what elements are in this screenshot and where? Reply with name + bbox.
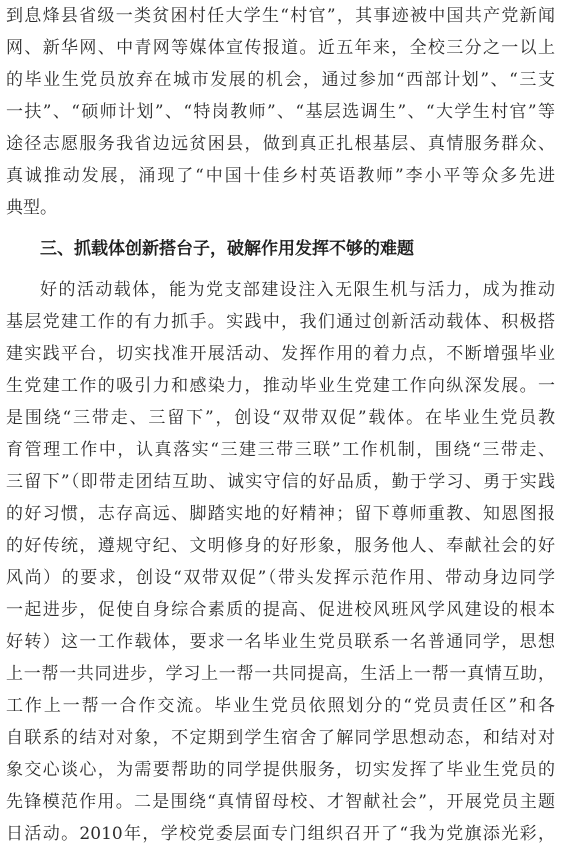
text-line: 的好习惯，志存高远、脚踏实地的好精神；留下尊师重教、知恩图报 — [6, 504, 555, 524]
text-line: 到息烽县省级一类贫困村任大学生“村官”，其事迹被中国共产党新闻 — [6, 6, 555, 26]
text-line: 三留下”（即带走团结互助、诚实守信的好品质，勤于学习、勇于实践 — [6, 472, 555, 492]
section-heading: 三、抓载体创新搭台子，破解作用发挥不够的难题 — [40, 239, 414, 259]
text-line: 真诚推动发展，涌现了“中国十佳乡村英语教师”李小平等众多先进 — [6, 166, 555, 186]
text-line: 的毕业生党员放弃在城市发展的机会，通过参加“西部计划”、“三支 — [6, 70, 555, 90]
document-body — [6, 0, 555, 850]
text-line: 途径志愿服务我省边远贫困县，做到真正扎根基层、真情服务群众、 — [6, 134, 555, 154]
text-line: 风尚）的要求，创设“双带双促”（带头发挥示范作用、带动身边同学 — [6, 568, 555, 588]
text-line: 一扶”、“硕师计划”、“特岗教师”、“基层选调生”、“大学生村官”等 — [6, 102, 555, 122]
text-line: 象交心谈心，为需要帮助的同学提供服务，切实发挥了毕业生党员的 — [6, 760, 555, 780]
paragraph-2 — [6, 274, 555, 850]
text-line: 自联系的结对对象，不定期到学生宿舍了解同学思想动态，和结对对 — [6, 728, 555, 748]
text-line: 好的活动载体，能为党支部建设注入无限生机与活力，成为推动 — [40, 280, 555, 300]
text-line: 好转）这一工作载体，要求一名毕业生党员联系一名普通同学，思想 — [6, 632, 555, 652]
text-line: 生党建工作的吸引力和感染力，推动毕业生党建工作向纵深发展。一 — [6, 376, 555, 396]
text-line: 网、新华网、中青网等媒体宣传报道。近五年来，全校三分之一以上 — [6, 38, 555, 58]
text-line: 工作上一帮一合作交流。毕业生党员依照划分的“党员责任区”和各 — [6, 696, 555, 716]
text-line: 典型。 — [6, 198, 57, 218]
text-line: 日活动。2010年，学校党委层面专门组织召开了“我为党旗添光彩， — [6, 824, 555, 844]
text-line: 是围绕“三带走、三留下”，创设“双带双促”载体。在毕业生党员教 — [6, 408, 555, 428]
text-line: 一起进步，促使自身综合素质的提高、促进校风班风学风建设的根本 — [6, 600, 555, 620]
text-line: 建实践平台，切实找准开展活动、发挥作用的着力点，不断增强毕业 — [6, 344, 555, 364]
text-line: 上一帮一共同进步，学习上一帮一共同提高，生活上一帮一真情互助， — [6, 664, 555, 684]
text-line: 基层党建工作的有力抓手。实践中，我们通过创新活动载体、积极搭 — [6, 312, 555, 332]
text-line: 育管理工作中，认真落实“三建三带三联”工作机制，围绕“三带走、 — [6, 440, 555, 460]
paragraph-1 — [6, 0, 555, 224]
text-line: 的好传统，遵规守纪、文明修身的好形象，服务他人、奉献社会的好 — [6, 536, 555, 556]
text-line: 先锋模范作用。二是围绕“真情留母校、才智献社会”，开展党员主题 — [6, 792, 555, 812]
